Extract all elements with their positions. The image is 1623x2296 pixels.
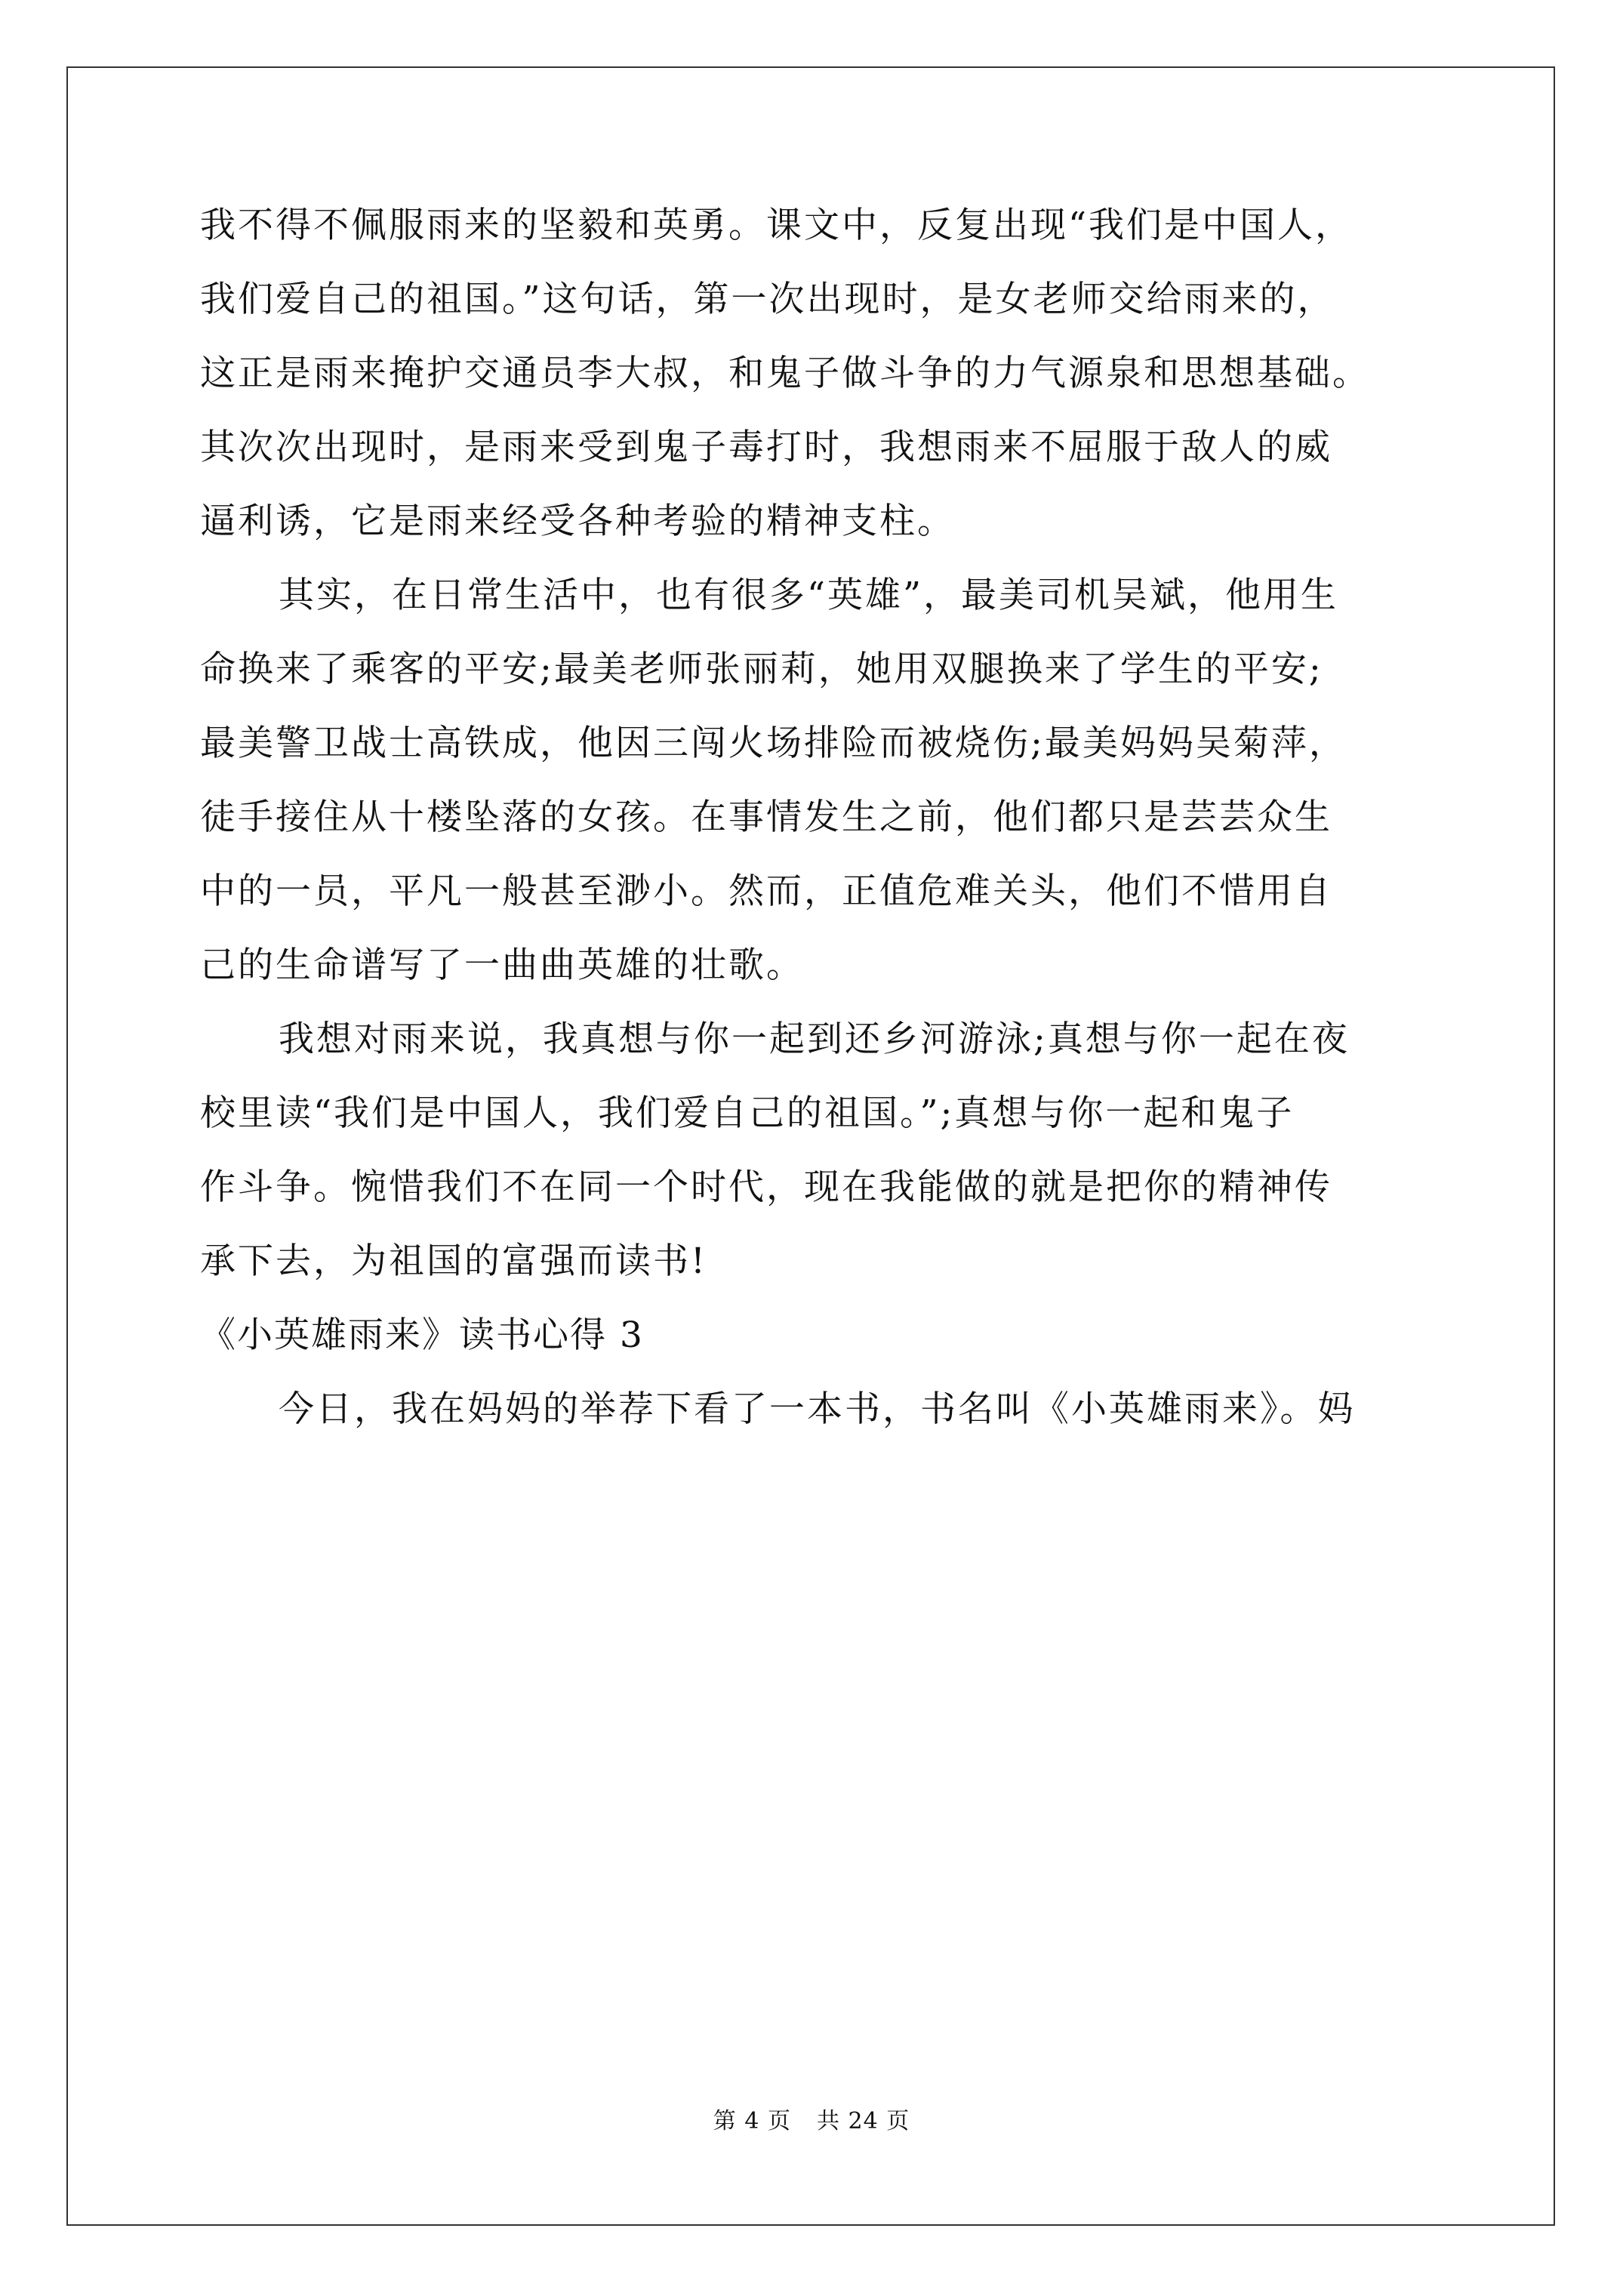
- document-body: [200, 189, 1453, 1447]
- body-line: 己的生命谱写了一曲曲英雄的壮歌。: [200, 945, 804, 986]
- total-pages: 共 24 页: [816, 2108, 910, 2134]
- paragraph-start-line: 今日，我在妈妈的举荐下看了一本书，书名叫《小英雄雨来》。妈: [279, 1388, 1356, 1430]
- body-line: 其次次出现时，是雨来受到鬼子毒打时，我想雨来不屈服于敌人的威: [200, 427, 1332, 468]
- body-line: 逼利诱，它是雨来经受各种考验的精神支柱。: [200, 501, 955, 542]
- body-line: 我们爱自己的祖国。”这句话，第一次出现时，是女老师交给雨来的，: [200, 279, 1335, 320]
- body-line: 最美警卫战士高铁成，他因三闯火场排险而被烧伤;最美妈妈吴菊萍，: [200, 723, 1347, 764]
- body-line: 承下去，为祖国的富强而读书!: [200, 1240, 707, 1282]
- section-heading: 《小英雄雨来》读书心得 3: [200, 1314, 644, 1356]
- page-footer: [0, 2102, 1623, 2135]
- page-number: 第 4 页: [713, 2108, 791, 2134]
- body-line: 校里读“我们是中国人，我们爱自己的祖国。”;真想与你一起和鬼子: [200, 1093, 1295, 1134]
- body-line: 命换来了乘客的平安;最美老师张丽莉，她用双腿换来了学生的平安;: [200, 649, 1323, 690]
- body-line: 中的一员，平凡一般甚至渺小。然而，正值危难关头，他们不惜用自: [200, 871, 1332, 912]
- body-line: 作斗争。惋惜我们不在同一个时代，现在我能做的就是把你的精神传: [200, 1166, 1332, 1208]
- paragraph-start-line: 我想对雨来说，我真想与你一起到还乡河游泳;真想与你一起在夜: [279, 1019, 1350, 1060]
- body-line: 这正是雨来掩护交通员李大叔，和鬼子做斗争的力气源泉和思想基础。: [200, 353, 1370, 394]
- paragraph-start-line: 其实，在日常生活中，也有很多“英雄”，最美司机吴斌，他用生: [279, 575, 1339, 616]
- body-line: 我不得不佩服雨来的坚毅和英勇。课文中，反复出现“我们是中国人，: [200, 205, 1354, 246]
- body-line: 徒手接住从十楼坠落的女孩。在事情发生之前，他们都只是芸芸众生: [200, 797, 1332, 838]
